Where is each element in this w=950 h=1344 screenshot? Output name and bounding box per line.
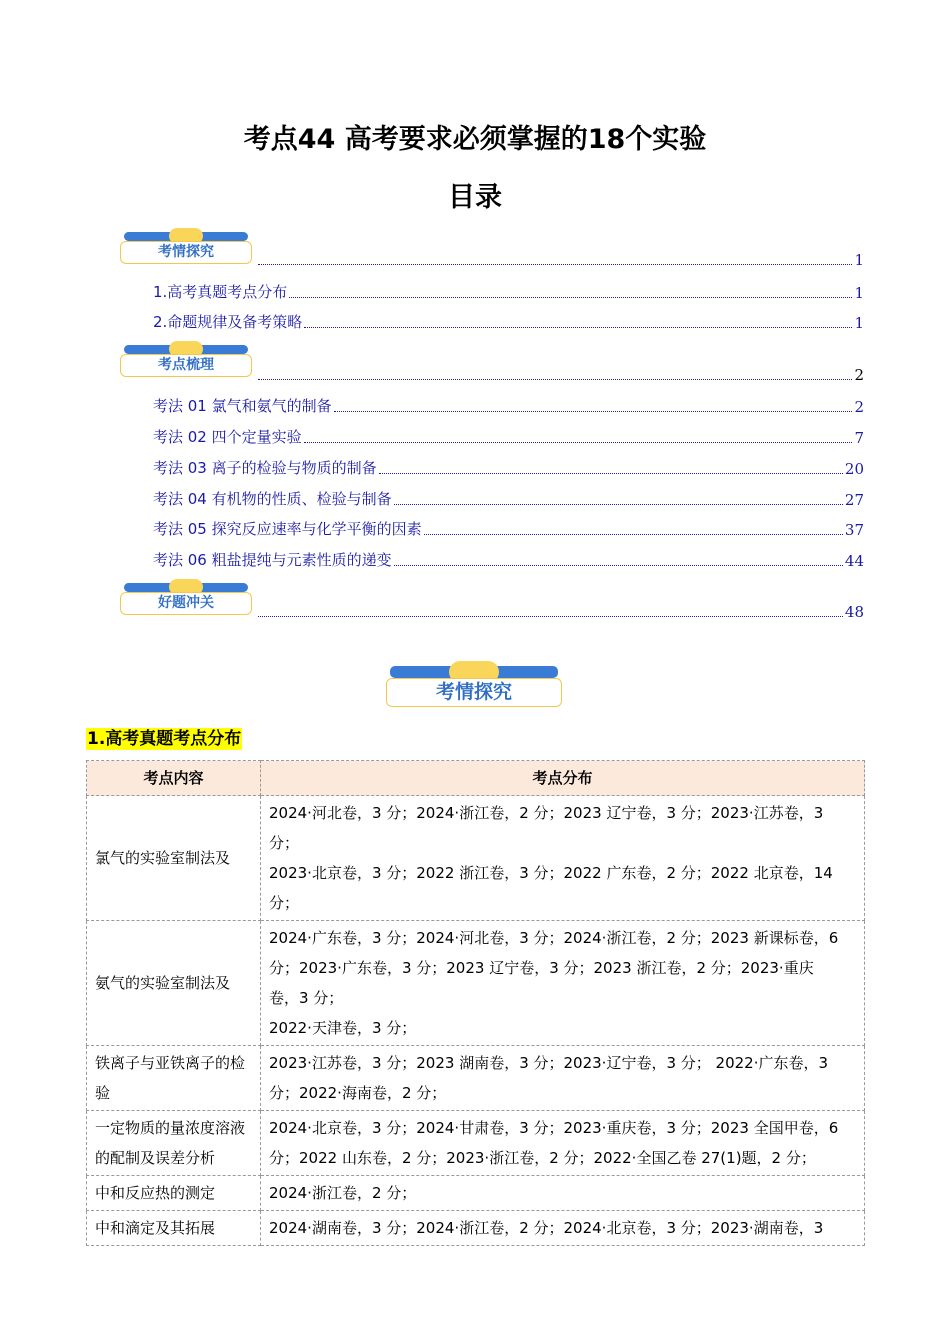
toc-page: 37 xyxy=(844,521,864,539)
toc-page: 20 xyxy=(844,460,864,478)
table-header: 考点内容 xyxy=(87,761,261,796)
table-row xyxy=(87,1046,865,1111)
toc-label: 考法 03 离子的检验与物质的制备 xyxy=(153,459,377,477)
table-cell-line: 2024·河北卷，3 分；2024·浙江卷，2 分；2023 辽宁卷，3 分；2023·江苏卷，3 xyxy=(269,804,824,822)
toc-badge-exam-analysis[interactable] xyxy=(120,228,252,264)
table-cell-distribution xyxy=(261,796,865,921)
table-cell-distribution xyxy=(261,1046,865,1111)
table-cell-line: 2023·北京卷，3 分；2022 浙江卷，3 分；2022 广东卷，2 分；2022 北京卷，14 xyxy=(269,864,833,882)
toc-leader xyxy=(304,441,853,443)
badge-label: 考情探究 xyxy=(158,244,214,260)
toc-leader xyxy=(258,615,843,617)
badge-label: 考情探究 xyxy=(435,681,512,703)
table-cell-topic: 氯气的实验室制法及 xyxy=(87,796,261,921)
section-badge-exam-analysis xyxy=(386,661,562,707)
badge-label: 考点梳理 xyxy=(158,357,214,373)
toc-entry-badge1[interactable] xyxy=(256,251,864,269)
toc-page: 7 xyxy=(854,429,864,447)
toc-badge-practice[interactable] xyxy=(120,579,252,615)
table-row xyxy=(87,796,865,921)
toc-leader xyxy=(304,326,852,328)
table-cell-topic: 中和反应热的测定 xyxy=(87,1176,261,1211)
table-cell-line: 分； xyxy=(269,834,300,852)
toc-page: 48 xyxy=(844,603,864,621)
table-cell-line: 2024·北京卷，3 分；2024·甘肃卷，3 分；2023·重庆卷，3 分；2023 全国甲卷，6 xyxy=(269,1119,839,1137)
toc-entry[interactable] xyxy=(153,281,864,302)
table-cell-line: 2022·天津卷，3 分； xyxy=(269,1019,417,1037)
table-row xyxy=(87,921,865,1046)
toc-leader xyxy=(289,296,852,298)
toc-page: 1 xyxy=(854,251,864,269)
toc-leader xyxy=(334,410,853,412)
toc-leader xyxy=(379,472,843,474)
toc-entry[interactable] xyxy=(153,426,864,447)
toc-badge-key-points[interactable] xyxy=(120,341,252,377)
toc-leader xyxy=(394,503,843,505)
toc-page: 27 xyxy=(844,491,864,509)
exam-distribution-table xyxy=(86,760,865,1246)
toc-entry[interactable] xyxy=(153,457,864,478)
toc-leader xyxy=(394,564,843,566)
table-cell-line: 分；2022 山东卷，2 分；2023·浙江卷，2 分；2022·全国乙卷 27(1)题，2 分； xyxy=(269,1149,816,1167)
table-cell-distribution xyxy=(261,1111,865,1176)
table-row xyxy=(87,1111,865,1176)
toc-page: 2 xyxy=(854,366,864,384)
table-cell-line: 2024·广东卷，3 分；2024·河北卷，3 分；2024·浙江卷，2 分；2023 新课标卷，6 xyxy=(269,929,839,947)
toc-label: 考法 02 四个定量实验 xyxy=(153,428,302,446)
toc-label: 考法 06 粗盐提纯与元素性质的递变 xyxy=(153,551,392,569)
toc-entry[interactable] xyxy=(153,395,864,416)
page-title: 考点44 高考要求必须掌握的18个实验 xyxy=(243,124,707,155)
table-cell-line: 2024·湖南卷，3 分；2024·浙江卷，2 分；2024·北京卷，3 分；2023·湖南卷，3 xyxy=(269,1219,824,1237)
toc-entry-badge2[interactable] xyxy=(256,366,864,384)
toc-label: 考法 05 探究反应速率与化学平衡的因素 xyxy=(153,520,422,538)
toc-page: 1 xyxy=(854,314,864,332)
section-heading: 1.高考真题考点分布 xyxy=(87,729,242,749)
toc-leader xyxy=(258,378,852,380)
toc-entry[interactable] xyxy=(153,518,864,539)
toc-label: 考法 04 有机物的性质、检验与制备 xyxy=(153,490,392,508)
toc-leader xyxy=(424,533,843,535)
toc-entry[interactable] xyxy=(153,311,864,332)
table-cell-line: 分；2023·广东卷，3 分；2023 辽宁卷，3 分；2023 浙江卷，2 分；2023·重庆 xyxy=(269,959,814,977)
toc-page: 1 xyxy=(854,284,864,302)
toc-heading: 目录 xyxy=(448,182,502,213)
toc-page: 44 xyxy=(844,552,864,570)
table-header-row xyxy=(87,761,865,796)
toc-entry-badge3[interactable] xyxy=(256,603,864,621)
table-row xyxy=(87,1211,865,1246)
table-cell-topic: 氨气的实验室制法及 xyxy=(87,921,261,1046)
table-cell-distribution xyxy=(261,1176,865,1211)
table-cell-line: 分； xyxy=(269,894,300,912)
table-cell-distribution xyxy=(261,921,865,1046)
table-cell-line: 分；2022·海南卷，2 分； xyxy=(269,1084,447,1102)
toc-entry[interactable] xyxy=(153,488,864,509)
toc-label: 2.命题规律及备考策略 xyxy=(153,313,303,331)
toc-label: 1.高考真题考点分布 xyxy=(153,283,288,301)
table-row xyxy=(87,1176,865,1211)
badge-label: 好题冲关 xyxy=(158,595,214,611)
table-cell-line: 2023·江苏卷，3 分；2023 湖南卷，3 分；2023·辽宁卷，3 分； 2022·广东卷，3 xyxy=(269,1054,829,1072)
toc-entry[interactable] xyxy=(153,549,864,570)
table-cell-distribution xyxy=(261,1211,865,1246)
table-header: 考点分布 xyxy=(261,761,865,796)
table-cell-line: 卷，3 分； xyxy=(269,989,344,1007)
toc-leader xyxy=(258,263,852,265)
table-cell-topic: 中和滴定及其拓展 xyxy=(87,1211,261,1246)
table-cell-topic: 铁离子与亚铁离子的检验 xyxy=(87,1046,261,1111)
table-cell-topic: 一定物质的量浓度溶液的配制及误差分析 xyxy=(87,1111,261,1176)
toc-page: 2 xyxy=(854,398,864,416)
toc-label: 考法 01 氯气和氨气的制备 xyxy=(153,397,332,415)
table-cell-line: 2024·浙江卷，2 分； xyxy=(269,1184,417,1202)
